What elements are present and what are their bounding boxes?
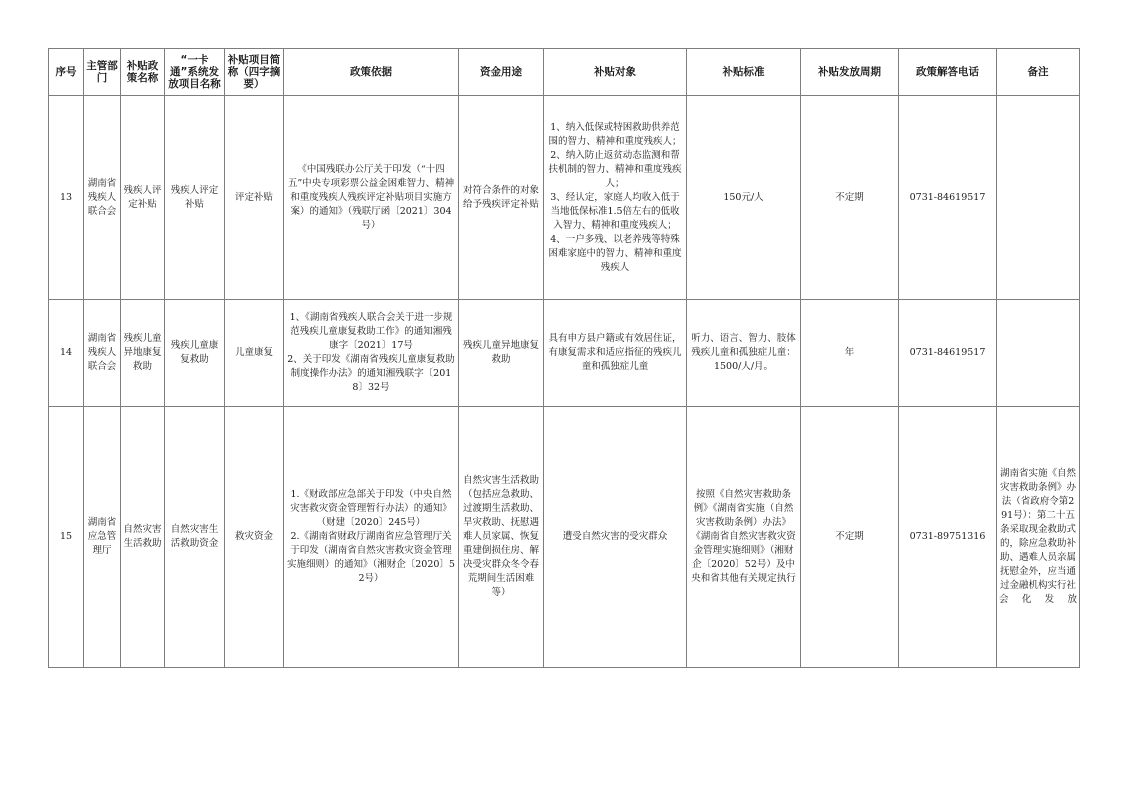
cell-phone: 0731-89751316 bbox=[899, 407, 997, 668]
header-usage: 资金用途 bbox=[459, 49, 544, 96]
cell-dept: 湖南省应急管理厅 bbox=[84, 407, 121, 668]
cell-system-item: 残疾人评定补贴 bbox=[165, 96, 225, 300]
header-system-item: “一卡通”系统发放项目名称 bbox=[165, 49, 225, 96]
cell-standard: 按照《自然灾害救助条例》《湖南省实施（自然灾害救助条例）办法》《湖南省自然灾害救灾资金管理实施细则》（湘财企〔2020〕52号）及中央和省其他有关规定执行 bbox=[687, 407, 801, 668]
cell-note bbox=[997, 96, 1080, 300]
header-row bbox=[49, 49, 1080, 96]
cell-note bbox=[997, 300, 1080, 407]
target-line: 1、纳入低保或特困救助供养范围的智力、精神和重度残疾人； bbox=[548, 121, 682, 147]
cell-policy-name: 自然灾害生活救助 bbox=[121, 407, 165, 668]
cell-policy-name: 残疾儿童异地康复救助 bbox=[121, 300, 165, 407]
header-policy-name: 补贴政策名称 bbox=[121, 49, 165, 96]
target-line: 4、一户多残、以老养残等特殊困难家庭中的智力、精神和重度残疾人 bbox=[548, 233, 682, 273]
header-target: 补贴对象 bbox=[544, 49, 687, 96]
header-note: 备注 bbox=[997, 49, 1080, 96]
cell-dept: 湖南省残疾人联合会 bbox=[84, 96, 121, 300]
header-seq: 序号 bbox=[49, 49, 84, 96]
header-basis: 政策依据 bbox=[284, 49, 459, 96]
cell-dept: 湖南省残疾人联合会 bbox=[84, 300, 121, 407]
table-row bbox=[49, 300, 1080, 407]
basis-line: 1.《财政部应急部关于印发（中央自然灾害救灾资金管理暂行办法）的通知》（财建〔2020〕245号） bbox=[290, 489, 452, 528]
header-abbr: 补贴项目简称（四字摘要） bbox=[225, 49, 284, 96]
header-dept: 主管部门 bbox=[84, 49, 121, 96]
cell-target bbox=[544, 96, 687, 300]
header-phone: 政策解答电话 bbox=[899, 49, 997, 96]
cell-phone: 0731-84619517 bbox=[899, 300, 997, 407]
cell-target: 具有申方县户籍或有效居住证，有康复需求和适应指征的残疾儿童和孤独症儿童 bbox=[544, 300, 687, 407]
cell-system-item: 自然灾害生活救助资金 bbox=[165, 407, 225, 668]
cell-abbr: 评定补贴 bbox=[225, 96, 284, 300]
table-row bbox=[49, 96, 1080, 300]
cell-system-item: 残疾儿童康复救助 bbox=[165, 300, 225, 407]
cell-seq: 15 bbox=[49, 407, 84, 668]
cell-note: 湖南省实施《自然灾害救助条例》办法（省政府令第291号）：第二十五条采取现金救助式的，除应急救助补助、遇难人员亲属抚慰金外，应当通过金融机构实行社会化发放 bbox=[997, 407, 1080, 668]
table-row bbox=[49, 407, 1080, 668]
header-standard: 补贴标准 bbox=[687, 49, 801, 96]
cell-seq: 13 bbox=[49, 96, 84, 300]
header-period: 补贴发放周期 bbox=[801, 49, 899, 96]
basis-line: 2、关于印发《湖南省残疾儿童康复救助制度操作办法》的通知湘残联字〔2018〕32号 bbox=[287, 354, 455, 393]
target-line: 2、纳入防止返贫动态监测和帮扶机制的智力、精神和重度残疾人； bbox=[548, 149, 682, 189]
cell-abbr: 儿童康复 bbox=[225, 300, 284, 407]
cell-period: 年 bbox=[801, 300, 899, 407]
cell-usage: 自然灾害生活救助（包括应急救助、过渡期生活救助、旱灾救助、抚慰遇难人员家属、恢复重建倒损住房、解决受灾群众冬令春荒期间生活困难等） bbox=[459, 407, 544, 668]
basis-line: 1、《湖南省残疾人联合会关于进一步规范残疾儿童康复救助工作》的通知湘残康字〔2021〕17号 bbox=[289, 312, 453, 351]
cell-basis: 《中国残联办公厅关于印发（“十四五”中央专项彩票公益金困难智力、精神和重度残疾人残疾评定补贴项目实施方案）的通知》（残联厅函〔2021〕304号） bbox=[284, 96, 459, 300]
basis-line: 2.《湖南省财政厅湖南省应急管理厅关于印发（湖南省自然灾害救灾资金管理实施细则）的通知》（湘财企〔2020〕52号） bbox=[287, 531, 455, 584]
cell-usage: 残疾儿童异地康复救助 bbox=[459, 300, 544, 407]
cell-period: 不定期 bbox=[801, 96, 899, 300]
cell-standard: 听力、语言、智力、肢体残疾儿童和孤独症儿童：1500/人/月。 bbox=[687, 300, 801, 407]
cell-basis bbox=[284, 300, 459, 407]
target-line: 3、经认定，家庭人均收入低于当地低保标准1.5倍左右的低收入智力、精神和重度残疾人； bbox=[550, 191, 680, 231]
cell-basis bbox=[284, 407, 459, 668]
cell-usage: 对符合条件的对象给予残疾评定补贴 bbox=[459, 96, 544, 300]
cell-standard: 150元/人 bbox=[687, 96, 801, 300]
cell-policy-name: 残疾人评定补贴 bbox=[121, 96, 165, 300]
cell-seq: 14 bbox=[49, 300, 84, 407]
cell-phone: 0731-84619517 bbox=[899, 96, 997, 300]
cell-period: 不定期 bbox=[801, 407, 899, 668]
cell-target: 遭受自然灾害的受灾群众 bbox=[544, 407, 687, 668]
policy-table bbox=[48, 48, 1080, 668]
cell-abbr: 救灾资金 bbox=[225, 407, 284, 668]
